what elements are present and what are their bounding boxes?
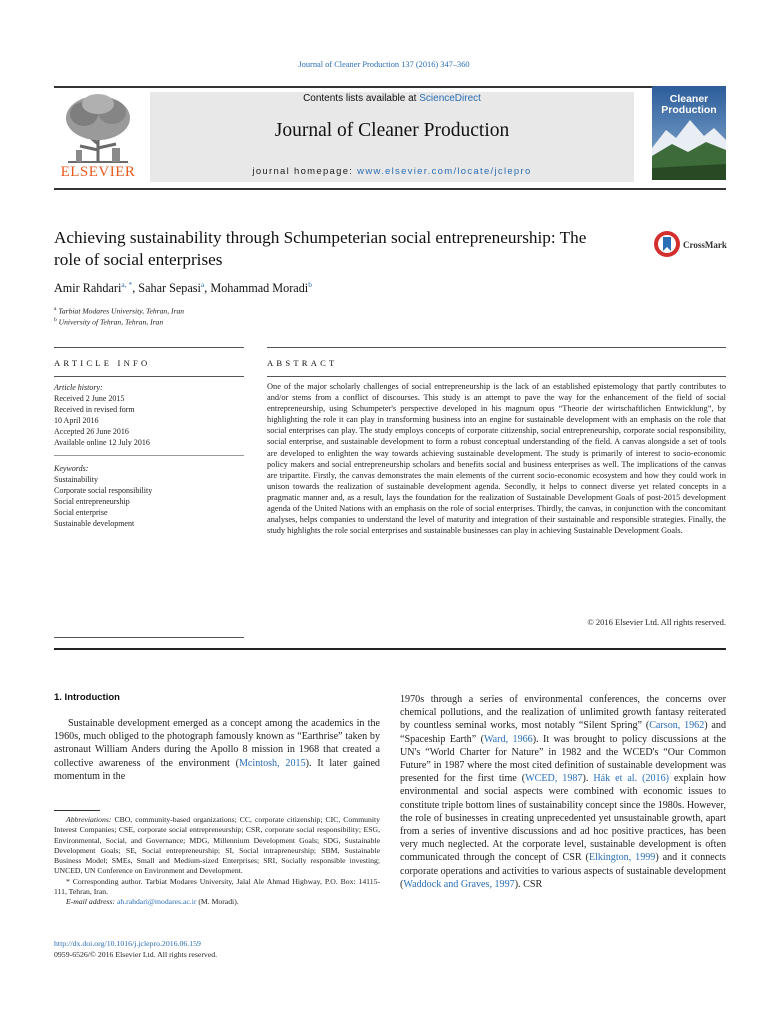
header-bottom-rule [54,188,726,190]
journal-cover-thumbnail [652,86,726,180]
article-info-bottom-rule [54,637,244,638]
corresponding-author-footnote: * Corresponding author. Tarbiat Modares University, Jalal Ale Ahmad Highway, P.O. Box: 14115-111, Tehran, Iran. [54,876,380,897]
intro-right-column [400,693,726,891]
author-name[interactable]: Mohammad Moradi [210,281,309,296]
cover-title [652,94,726,116]
keywords-label: Keywords: [54,464,89,473]
abbreviations-label: Abbreviations: [66,815,112,824]
affiliation-a [54,306,184,316]
intro-text: ). CSR [514,878,543,890]
homepage-prefix: journal homepage: [252,166,358,177]
intro-text: ). [582,773,594,785]
homepage-url-link[interactable]: www.elsevier.com/locate/jclepro [357,166,532,177]
reference-link[interactable]: Elkington, 1999 [588,852,656,864]
keyword-item: Sustainable development [54,519,135,528]
journal-homepage-line [150,166,634,177]
author-affiliation-marker[interactable]: a [200,280,205,289]
keyword-item: Social entrepreneurship [54,497,130,506]
journal-title: Journal of Cleaner Production [274,120,510,141]
reference-link[interactable]: Carson, 1962 [649,720,705,732]
abstract-text: One of the major scholarly challenges of social entrepreneurship is the lack of an established epistemology that partly contributes to and/or stems from a conflict of discourses. This study is an attempt to pave the way for the enhancement of the field of social entrepreneurship, using Schumpeter's perspective developed in his magnum opus “Theorie der wirtschaftlichen Entwicklung”, by highlighting the role it can play in transforming business into an engine for sustainable development with an emphasis on the role that social enterprises can play. The study employs concepts of corporate citizenship, social entrepreneurship, corporate social responsibility, social enterprise, and sustainable development to form a robust conceptual understanding of the field. A canvas alongside a set of tools are developed to enlighten the way towards achieving sustainable development. The study is primarily of interest to socio-economic policy makers and social entrepreneurship scholars and benefits social and business enterprises as well. The implications of the canvas are tripartite. Firstly, the canvas demonstrates the main elements of the current socio-economic ecosystem and how they could work in unison towards the realization of sustainable development agenda. Secondly, it helps to connect diverse yet related concepts in a pragmatic manner and, as a result, lays the foundation for the realization of Sustainable Development Goals of post-2015 development agenda of the United Nations with an emphasis on the role of social enterprises. Thirdly, the canvas, in conjunction with the concomitant analyses, helps companies to understand the level of maturity and integration of their sustainable and responsible strategies. Finally, the study highlights the role social enterprises and sustainable businesses can play in achieving Sustainable Development Goals. [267,382,726,536]
issn-copyright: 0959-6526/© 2016 Elsevier Ltd. All rights reserved. [54,950,218,959]
history-item: Accepted 26 June 2016 [54,427,129,436]
email-footnote [54,897,380,907]
reference-link[interactable]: WCED, 1987 [525,773,583,785]
affiliation-b [54,317,163,327]
intro-text: ) and “Spaceship Earth” ( [400,720,726,745]
abstract-under-rule [267,376,726,377]
history-item: 10 April 2016 [54,416,99,425]
affiliation-marker: b [54,317,57,323]
cover-title-line-1: Cleaner [669,93,709,105]
history-keywords-divider [54,455,244,456]
article-info-heading: ARTICLE INFO [54,358,151,368]
section-heading-introduction: 1. Introduction [54,692,120,703]
author-separator: , [204,281,211,296]
affiliation-text: University of Tehran, Tehran, Iran [58,317,164,327]
reference-link[interactable]: Hák et al. (2016) [593,773,669,785]
sciencedirect-link[interactable]: ScienceDirect [419,93,481,104]
article-history [54,382,244,448]
contents-line [150,93,634,104]
footnote-rule [54,810,100,811]
intro-text: ). It was brought to policy discussions at the UN's “World Charter for Nature” in 1982 and the WCED's “Our Common Future” in 1987 where the most cited definition of sustainable development was presented for the first time ( [400,733,726,785]
abstract-heading: ABSTRACT [267,358,338,368]
article-history-label: Article history: [54,383,103,392]
reference-link[interactable]: Ward, 1966 [483,733,533,745]
intro-text: Sustainable development emerged as a concept among the academics in the 1960s, much obliged to the photograph famously known as “Earthrise” taken by astronaut William Anders during the Apollo 8 mission in 1968 that created a collective awareness of the environment ( [54,718,380,769]
article-title: Achieving sustainability through Schumpeterian social entrepreneurship: The role of social enterprises [54,228,587,269]
reference-link[interactable]: Waddock and Graves, 1997 [403,878,515,890]
history-item: Received 2 June 2015 [54,394,125,403]
doi-link[interactable]: http://dx.doi.org/10.1016/j.jclepro.2016.06.159 [54,939,201,948]
cover-title-line-2: Production [661,104,717,116]
intro-left-column [54,717,380,783]
abstract-copyright: © 2016 Elsevier Ltd. All rights reserved. [587,617,726,627]
front-matter-bottom-rule [54,648,726,650]
header-top-rule [54,86,726,88]
article-info-top-rule [54,347,244,348]
keywords [54,463,244,529]
contents-prefix: Contents lists available at [303,93,420,104]
reference-link[interactable]: Mcintosh, 2015 [238,757,306,769]
email-link[interactable]: ah.rahdari@modares.ac.ir [116,897,197,907]
footnotes [54,815,380,908]
author-list [54,280,654,296]
keyword-item: Corporate social responsibility [54,486,153,495]
author-affiliation-marker[interactable]: a, * [121,280,133,289]
affiliation-text: Tarbiat Modares University, Tehran, Iran [58,306,185,316]
author-name[interactable]: Sahar Sepasi [138,281,201,296]
author-name[interactable]: Amir Rahdari [54,281,122,296]
elsevier-wordmark: ELSEVIER [60,164,136,180]
history-item: Available online 12 July 2016 [54,438,150,447]
keyword-item: Social enterprise [54,508,108,517]
author-affiliation-marker[interactable]: b [308,280,312,289]
journal-citation-link[interactable]: Journal of Cleaner Production 137 (2016) 347–360 [298,60,470,69]
intro-text: ). It later gained momentum in the [54,757,380,782]
affiliation-marker: a [54,306,57,312]
abstract-top-rule [267,347,726,348]
keyword-item: Sustainability [54,475,98,484]
intro-text: explain how environmental and social aspects were combined with economic issues to constitute triple bottom lines of sustainability concept since the 1980s. However, the role of businesses in creating unprecedented yet unsustainable growth, apart from a series of inventive discussions and ad hoc positive practices, has been very much neglected. At the corporate level, sustainable development is often communicated through the concept of CSR ( [400,773,726,864]
article-info-under-rule [54,376,244,377]
email-label: E-mail address: [66,897,116,907]
crossmark-label[interactable]: CrossMark [683,240,727,250]
intro-text: ) and it connects corporate operations and activities to various aspects of sustainable development ( [400,852,726,890]
abbreviations-footnote [54,815,380,877]
intro-text: 1970s through a series of environmental conferences, the concerns over chemical pollutions, and the realization of unlimited growth fantasy reiterated by countless seminal works, most notably “Silent Spring” ( [400,694,726,732]
abbreviations-text: CBO, community-based organizations; CC, corporate citizenship; CIC, Community Interest Companies; CSE, corporate social entrepreneurship; CSR, corporate social responsibility; ESG, Environmental, Social, and Governance; MDG, Millennium Development Goals; SDG, Sustainable Development Goals; SE, Social entrepreneurship; SI, Social intrapreneurship; SBM, Sustainable Business Model; SMEs, Small and Medium-sized Enterprises; SRI, Socially responsible investing; UNCED, UN Conference on Environment and Development. [54,815,380,876]
email-suffix: (M. Moradi). [196,897,239,907]
history-item: Received in revised form [54,405,135,414]
author-separator: , [132,281,139,296]
